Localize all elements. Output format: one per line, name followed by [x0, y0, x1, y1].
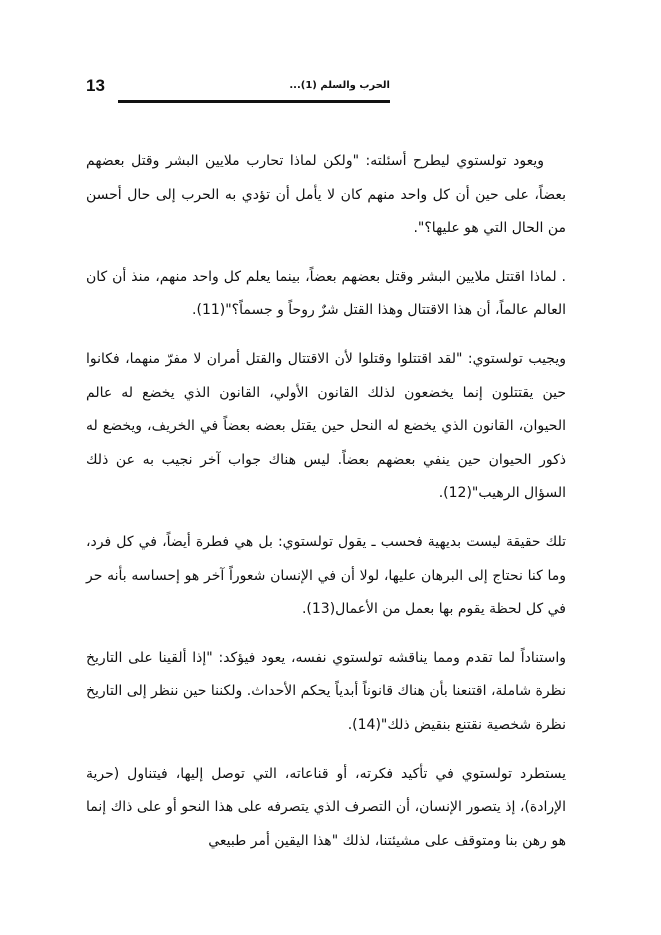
body-text [86, 145, 566, 858]
paragraph: تلك حقيقة ليست بديهية فحسب ـ يقول تولستوي: بل هي فطرة أيضاً، في كل فرد، وما كنا نحتاج إلى البرهان عليها، لولا أن في الإنسان شعوراً آخر هو إحساسه بأنه حر في كل لحظة يقوم بها بعمل من الأعمال(13). [86, 533, 566, 618]
page-header [86, 72, 566, 106]
header-rule [118, 100, 390, 103]
paragraph: ويعود تولستوي ليطرح أسئلته: "ولكن لماذا تحارب ملايين البشر وقتل بعضهم بعضاً، على حين أن كل واحد منهم كان لا يأمل أن تؤدي به الحرب إلى حال أحسن من الحال التي هو عليها؟". [86, 153, 566, 237]
paragraph: واستناداً لما تقدم ومما يناقشه تولستوي نفسه، يعود فيؤكد: "إذا ألقينا على التاريخ نظرة شاملة، اقتنعنا بأن هناك قانوناً أبدياً يحكم الأحداث. ولكننا حين ننظر إلى التاريخ نظرة شخصية نقتنع بنقيض ذلك"(14). [85, 649, 566, 733]
page-number: 13 [86, 76, 105, 95]
paragraph: . لماذا اقتتل ملايين البشر وقتل بعضهم بعضاً، بينما يعلم كل واحد منهم، منذ أن كان العالم عالماً، أن هذا الاقتتال وهذا القتل شرٌ روحاً و جسماً؟"(11). [86, 268, 566, 319]
running-title: الحرب والسلم (1)... [289, 80, 390, 91]
paragraph: يستطرد تولستوي في تأكيد فكرته، أو قناعاته، التي توصل إليها، فيتناول (حرية الإرادة)، إذ يتصور الإنسان، أن التصرف الذي يتصرفه على هذا النحو أو على ذاك إنما هو رهن بنا ومتوقف على مشيئتنا، لذلك "هذا اليقين أمر طبيعي [86, 765, 566, 849]
paragraph: ويجيب تولستوي: "لقد اقتتلوا وقتلوا لأن الاقتتال والقتل أمران لا مفرّ منهما، فكانوا حين يقتتلون إنما يخضعون لذلك القانون الأولي، القانون الذي يخضع له عالم الحيوان، القانون الذي يخضع له النحل حين يقتل بعضه بعضاً في الخريف، ويخضع له ذكور الحيوان حين ينفي بعضهم بعضاً. ليس هناك جواب آخر نجيب به عن ذلك السؤال الرهيب"(12). [86, 350, 566, 502]
